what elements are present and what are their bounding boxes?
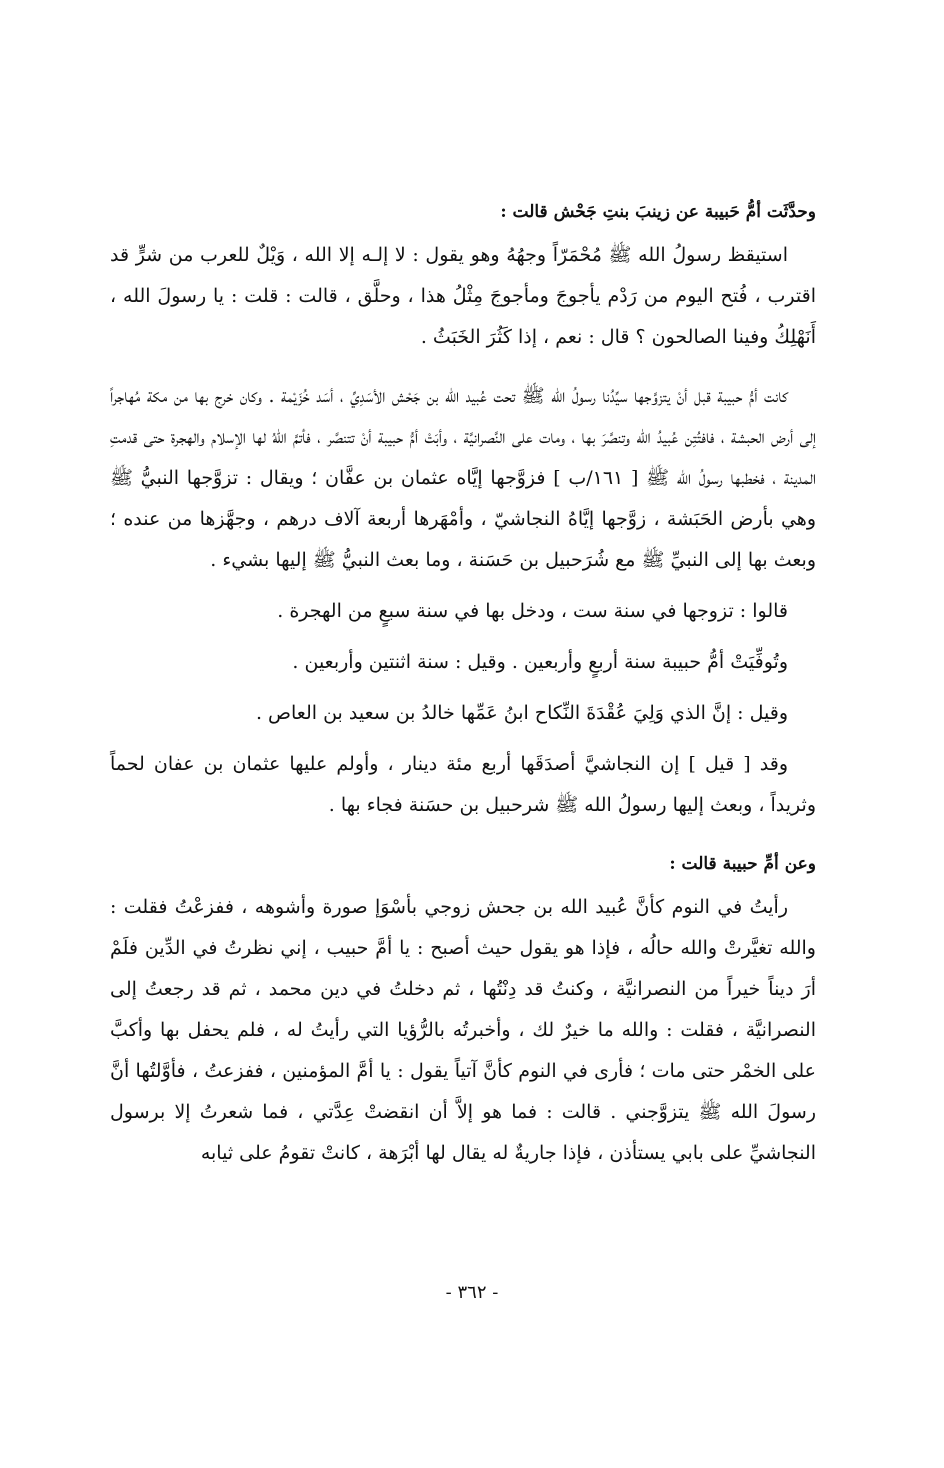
dream-paragraph: رأيتُ في النوم كأنَّ عُبيد الله بن جحش زوجي بأسْوَإ صورة وأشوهه ، ففزعْتُ فقلت : والله تغيَّرتْ والله حالُه ، فإذا هو يقول حيث أصبح : يا أمَّ حبيب ، إني نظرتُ في الدِّين فلَمْ أرَ ديناً خيراً من النصرانيَّة ، وكنتُ قد دِنْتُها ، ثم دخلتُ في دين محمد ، ثم قد رجعتُ إلى النصرانيَّة ، فقلت : والله ما خيرٌ لك ، وأخبرتُه بالرُّؤيا التي رأيتُ له ، فلم يحفل بها وأكبَّ على الخمْر حتى مات ؛ فأرى في النوم كأنَّ آتياً يقول : يا أمَّ المؤمنين ، ففزعتُ ، فأوَّلتُها أنَّ رسولَ الله ﷺ يتزوَّجني . قالت : فما هو إلاَّ أن انقضتْ عِدَّتي ، فما شعرتُ إلا برسول النجاشيِّ على بابي يستأذن ، فإذا جاريةٌ له يقال لها أبْرَهة ، كانتْ تقومُ على ثيابه — [110, 896, 816, 1164]
hadith-paragraph: استيقظ رسولُ الله ﷺ مُحْمَرّاً وجهُهُ وهو يقول : لا إلـه إلا الله ، وَيْلٌ للعرب من شرٍّ قد اقترب ، فُتح اليوم من رَدْم يأجوجَ ومأجوجَ مِثْلُ هذا ، وحلَّق ، قالت : قلت : يا رسولَ الله ، أَنَهْلِكُ وفينا الصالحون ؟ قال : نعم ، إذا كَثُرَ الخَبَثُ . — [110, 244, 816, 348]
page-body — [110, 192, 816, 1174]
marriage-date-paragraph: قالوا : تزوجها في سنة ست ، ودخل بها في سنة سبعٍ من الهجرة . — [277, 600, 788, 622]
dowry-paragraph: وقد [ قيل ] إن النجاشيَّ أصدَقَها أربع مئة دينار ، وأولم عليها عثمان بن عفان لحماً وثريداً ، وبعث إليها رسولُ الله ﷺ شرحبيل بن حسَنة فجاء بها . — [110, 753, 816, 816]
narration-heading: وحدَّثَت أمُّ حَبيبة عن زينبَ بنتِ جَحْش قالت : — [500, 202, 816, 222]
guardian-paragraph: وقيل : إنَّ الذي وَلِيَ عُقْدَةَ النِّكاح ابنُ عَمِّها خالدُ بن سعيد بن العاص . — [255, 702, 788, 724]
page-number: - ٣٦٢ - — [445, 1282, 499, 1303]
biography-paragraph: كانت أمُّ حبيبة قبل أنْ يتزوَّجها سيِّدُنا رسولُ الله ﷺ تحت عُبيد الله بن جَحْش الأسَدِيِّ ، أسَد خُزَيْمة . وكان خرج بها من مكة مُهاجراً إلى أرض الحبشة ، فافتُتِن عُبيدُ الله وتنصَّرَ بها ، ومات على النَّصرانيَّة ، وأبَتْ أمُّ حبيبة أنْ تتنصَّر ، فأتمَّ اللهُ لها الإسلام والهجرة حتى قدمتِ المدينة ، فخطبها رسولُ الله ﷺ [ ١٦١/ب ] فزوَّجها إيَّاه عثمان بن عفَّان ؛ ويقال : تزوَّجها النبيُّ ﷺ وهي بأرض الحَبَشة ، زوَّجها إيَّاهُ النجاشيّ ، وأمْهَرها أربعة آلاف درهم ، وجهَّزها من عنده ؛ وبعث بها إلى النبيِّ ﷺ مع شُرَحبيل بن حَسَنة ، وما بعث النبيُّ ﷺ إليها بشيء . — [110, 385, 816, 571]
death-date-paragraph: وتُوفِّيَتْ أمُّ حبيبة سنة أربعٍ وأربعين . وقيل : سنة اثنتين وأربعين . — [292, 651, 788, 673]
narration-heading-2: وعن أمِّ حبيبة قالت : — [669, 854, 816, 874]
